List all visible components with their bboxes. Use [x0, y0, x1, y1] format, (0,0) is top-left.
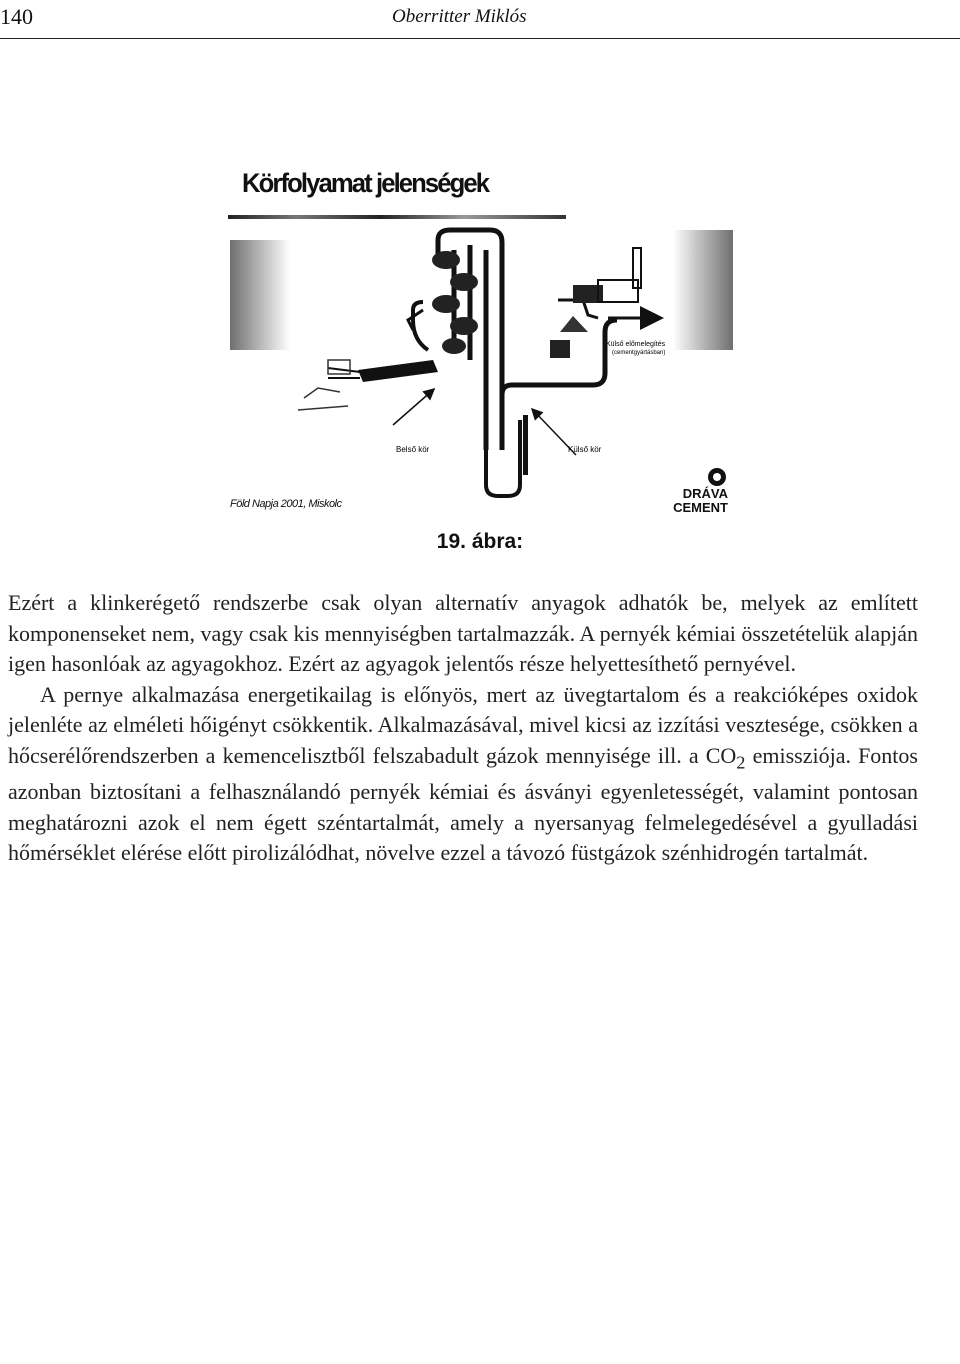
brand-line-1: DRÁVA	[682, 486, 728, 501]
right-photo-blur	[673, 230, 733, 350]
figure-caption: 19. ábra:	[436, 530, 524, 553]
slide-title: Körfolyamat jelenségek	[242, 168, 489, 198]
header-rule	[0, 38, 960, 39]
left-photo-blur	[230, 240, 290, 350]
page-number: 140	[0, 4, 33, 29]
paragraph-2-part-1: A pernye alkalmazása energetikailag is előnyös, mert az üvegtartalom és a reakcióképes oxidok jelenléte az elméleti hőigényt csökkentik. Alkalmazásával, mivel kicsi az izzítási vesztesége, csökken a hőcserélőrendszerben a kemencelisztből felszabadult gázok mennyisége ill. a CO	[8, 681, 918, 768]
process-diagram	[228, 220, 738, 500]
running-head: Oberritter Miklós	[392, 6, 527, 27]
figure-credit: Föld Napja 2001, Miskolc	[230, 498, 342, 510]
paragraph-1: Ezért a klinkerégető rendszerbe csak olyan alternatív anyagok adhatók be, melyek az említett komponenseket nem, vagy csak kis mennyiségben tartalmazzák. A pernyék kémiai összetételük alapján igen hasonlóak az agyagokhoz. Ezért az agyagok jelentős része helyettesíthető pernyével.	[8, 590, 918, 676]
slide-title-rule	[228, 215, 566, 219]
page-header	[0, 0, 960, 40]
body-text	[8, 588, 918, 869]
drava-logo-icon	[708, 468, 726, 486]
inner-loop	[413, 302, 428, 350]
callout-label-1: Külső előmelegítés	[606, 341, 666, 348]
cooler-sketch	[298, 360, 350, 410]
outer-circle-label: Külső kör	[568, 445, 602, 454]
stack-filter	[598, 248, 641, 302]
paragraph-2	[8, 680, 918, 869]
rotary-kiln	[328, 360, 438, 382]
inner-circle-pointer	[393, 390, 433, 425]
outer-loop	[502, 320, 617, 410]
paragraph-2-part-2: emissziója. Fontos azonban biztosítani a felhasználandó pernyék kémiai és ásványi egyenletességét, valamint pontosan meghatározni azok el nem égett széntartalmát, amely a nyersanyag felmelegedésével a gyulladási hőmérséklet elérése előtt pirolizálódhat, növelve ezzel a távozó füstgázok szénhidrogén tartalmát.	[8, 742, 918, 866]
callout-label-2: (cementgyártásban)	[612, 350, 666, 356]
inner-circle-label: Belső kör	[396, 445, 430, 454]
figure-slide	[228, 160, 738, 520]
co2-subscript: 2	[736, 751, 746, 772]
brand-line-2: CEMENT	[673, 500, 728, 515]
